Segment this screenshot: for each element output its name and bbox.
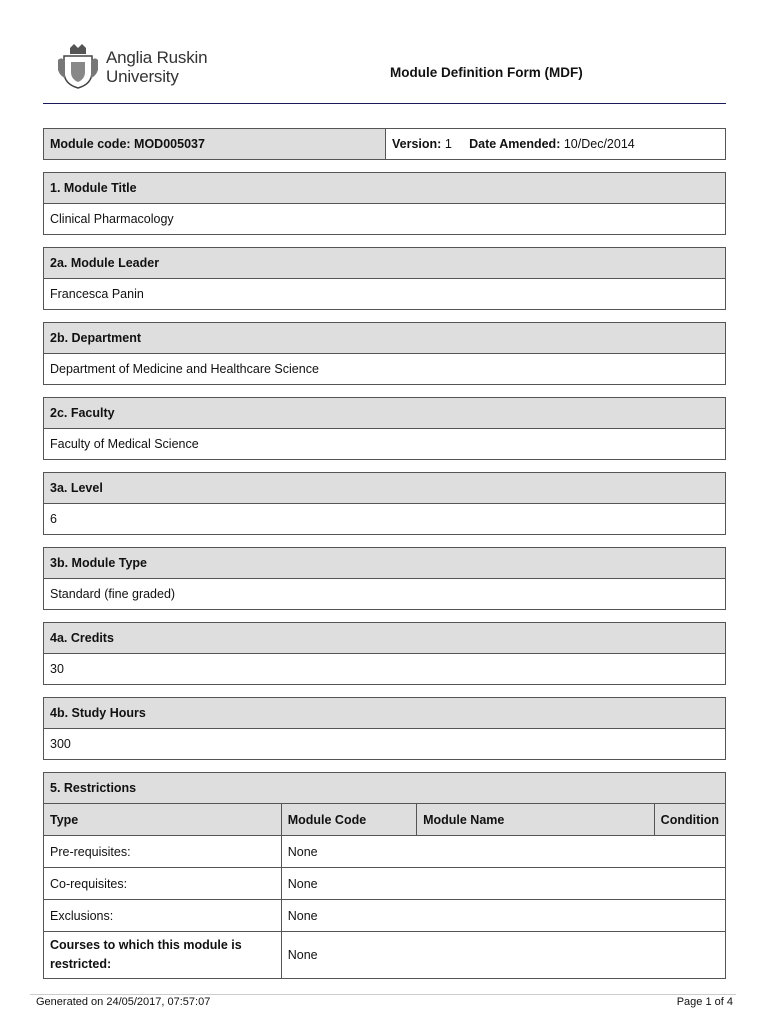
table-row [44, 836, 725, 868]
table-row [44, 932, 725, 979]
restriction-type: Pre-requisites: [44, 836, 281, 868]
section-heading: 4a. Credits [44, 623, 725, 654]
section-heading: 3b. Module Type [44, 548, 725, 579]
restriction-type: Exclusions: [44, 900, 281, 932]
section-faculty [43, 397, 726, 460]
section-department [43, 322, 726, 385]
restriction-code: None [281, 900, 725, 932]
column-header: Module Code [281, 804, 416, 836]
university-logo [56, 42, 216, 90]
section-restrictions [43, 772, 726, 979]
section-heading: 1. Module Title [44, 173, 725, 204]
section-value: Faculty of Medical Science [50, 437, 199, 451]
section-value: Francesca Panin [50, 287, 144, 301]
restriction-type: Co-requisites: [44, 868, 281, 900]
version-value: 1 [444, 137, 452, 151]
section-heading: 2b. Department [44, 323, 725, 354]
section-level [43, 472, 726, 535]
section-heading: 2a. Module Leader [44, 248, 725, 279]
section-credits [43, 622, 726, 685]
logo-text-line1: Anglia Ruskin [106, 48, 208, 67]
column-header: Module Name [417, 804, 655, 836]
section-study-hours [43, 697, 726, 760]
module-code-value: MOD005037 [134, 137, 205, 151]
version-label: Version: [392, 137, 442, 151]
column-header: Condition [654, 804, 725, 836]
module-code-box [43, 128, 726, 160]
restriction-type: Courses to which this module is restricted: [44, 932, 281, 979]
section-module-title [43, 172, 726, 235]
page-number: Page 1 of 4 [676, 996, 733, 1008]
module-code-label: Module code: [50, 137, 131, 151]
date-amended-value: 10/Dec/2014 [563, 137, 635, 151]
restrictions-table [44, 804, 725, 978]
section-heading: 2c. Faculty [44, 398, 725, 429]
form-title: Module Definition Form (MDF) [390, 65, 583, 80]
column-header: Type [44, 804, 281, 836]
section-value: 6 [50, 512, 57, 526]
table-header-row [44, 804, 725, 836]
module-code-cell [44, 129, 386, 159]
date-amended-label: Date Amended: [469, 137, 561, 151]
version-cell [386, 129, 725, 159]
section-heading: 3a. Level [44, 473, 725, 504]
section-heading: 5. Restrictions [44, 773, 725, 804]
section-value: Standard (fine graded) [50, 587, 176, 601]
section-module-type [43, 547, 726, 610]
section-value: 30 [50, 662, 64, 676]
table-row [44, 900, 725, 932]
header-divider [43, 103, 726, 104]
section-value: Department of Medicine and Healthcare Science [50, 362, 319, 376]
generated-timestamp: Generated on 24/05/2017, 07:57:07 [36, 996, 211, 1008]
footer-divider [30, 994, 736, 995]
section-module-leader [43, 247, 726, 310]
logo-text-line2: University [106, 67, 179, 86]
restriction-code: None [281, 932, 725, 979]
crest-icon [56, 42, 100, 90]
section-heading: 4b. Study Hours [44, 698, 725, 729]
restriction-code: None [281, 836, 725, 868]
restriction-code: None [281, 868, 725, 900]
table-row [44, 868, 725, 900]
section-value: 300 [50, 737, 71, 751]
section-value: Clinical Pharmacology [50, 212, 174, 226]
